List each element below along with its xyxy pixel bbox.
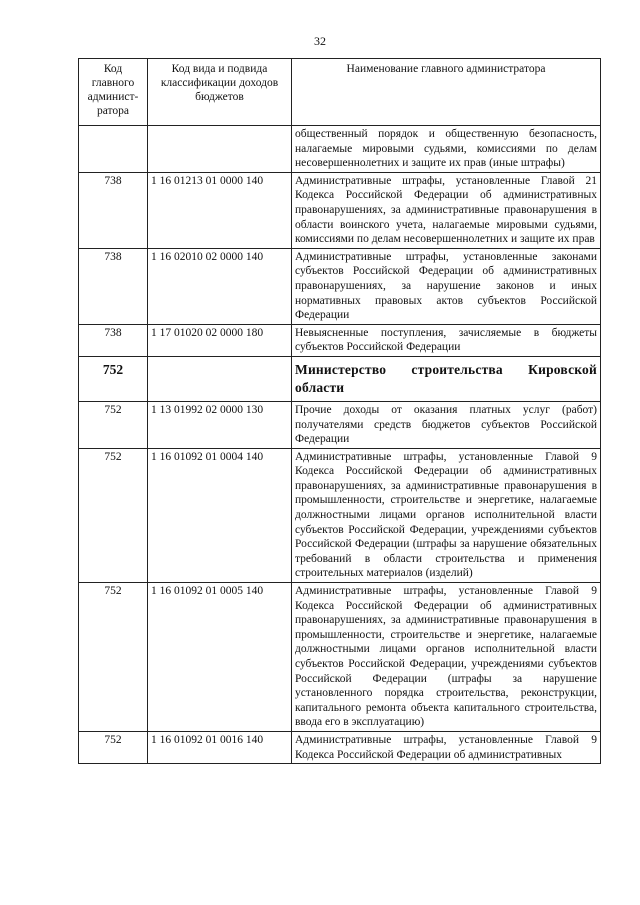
- admin-name-cell: Невыясненные поступления, зачисляемые в бюджеты субъектов Российской Федерации: [292, 324, 601, 356]
- table-row: [79, 126, 601, 173]
- income-code-cell: 1 16 01092 01 0016 140: [148, 731, 292, 763]
- header-income-code: Код вида и подвида классификации доходов бюджетов: [148, 59, 292, 126]
- admin-name-cell: Административные штрафы, установленные законами субъектов Российской Федерации об административных правонарушениях, за нарушение законов и иных нормативных правовых актов субъектов Российской Федерации: [292, 248, 601, 324]
- table-row: [79, 583, 601, 732]
- ministry-name-cell: Министерство строительства Кировской области: [292, 356, 601, 401]
- table-row: [79, 731, 601, 763]
- table-header-row: [79, 59, 601, 126]
- header-admin-code: Код главного админист-ратора: [79, 59, 148, 126]
- income-code-cell: 1 16 01213 01 0000 140: [148, 172, 292, 248]
- admin-code-cell: 752: [79, 356, 148, 401]
- admin-code-cell: 752: [79, 448, 148, 582]
- admin-code-cell: [79, 126, 148, 173]
- admin-name-cell: общественный порядок и общественную безопасность, налагаемые мировыми судьями, комиссиями по делам несовершеннолетних и защите их прав (иные штрафы): [292, 126, 601, 173]
- table-row: [79, 448, 601, 582]
- income-code-cell: 1 16 02010 02 0000 140: [148, 248, 292, 324]
- table-row: [79, 324, 601, 356]
- ministry-heading-row: [79, 356, 601, 401]
- budget-classification-table: [78, 58, 601, 764]
- table-row: [79, 401, 601, 448]
- table-row: [79, 172, 601, 248]
- income-code-cell: 1 17 01020 02 0000 180: [148, 324, 292, 356]
- income-code-cell: 1 16 01092 01 0004 140: [148, 448, 292, 582]
- income-code-cell: [148, 356, 292, 401]
- admin-code-cell: 738: [79, 248, 148, 324]
- page-number: 32: [314, 34, 326, 48]
- admin-code-cell: 738: [79, 324, 148, 356]
- admin-name-cell: Административные штрафы, установленные Главой 9 Кодекса Российской Федерации об административных: [292, 731, 601, 763]
- income-code-cell: 1 13 01992 02 0000 130: [148, 401, 292, 448]
- table-row: [79, 248, 601, 324]
- admin-name-cell: Прочие доходы от оказания платных услуг (работ) получателями средств бюджетов субъектов Российской Федерации: [292, 401, 601, 448]
- admin-code-cell: 752: [79, 583, 148, 732]
- header-admin-name: Наименование главного администратора: [292, 59, 601, 126]
- income-code-cell: [148, 126, 292, 173]
- income-code-cell: 1 16 01092 01 0005 140: [148, 583, 292, 732]
- admin-code-cell: 738: [79, 172, 148, 248]
- admin-code-cell: 752: [79, 401, 148, 448]
- admin-name-cell: Административные штрафы, установленные Главой 9 Кодекса Российской Федерации об административных правонарушениях, за административные правонарушения в промышленности, строительстве и энергетике, налагаемые должностными лицами органов исполнительной власти субъектов Российской Федерации, учреждениями субъектов Российской Федерации (штрафы за нарушение обязательных требований в области строительства и применения строительных материалов (изделий): [292, 448, 601, 582]
- admin-name-cell: Административные штрафы, установленные Главой 9 Кодекса Российской Федерации об административных правонарушениях, за административные правонарушения в промышленности, строительстве и энергетике, налагаемые должностными лицами органов исполнительной власти субъектов Российской Федерации, учреждениями субъектов Российской Федерации (штрафы за нарушение установленного порядка строительства, реконструкции, капитального ремонта объекта капитального строительства, ввода его в эксплуатацию): [292, 583, 601, 732]
- admin-name-cell: Административные штрафы, установленные Главой 21 Кодекса Российской Федерации об административных правонарушениях, за административные правонарушения в области воинского учета, налагаемые мировыми судьями, комиссиями по делам несовершеннолетних и защите их прав: [292, 172, 601, 248]
- admin-code-cell: 752: [79, 731, 148, 763]
